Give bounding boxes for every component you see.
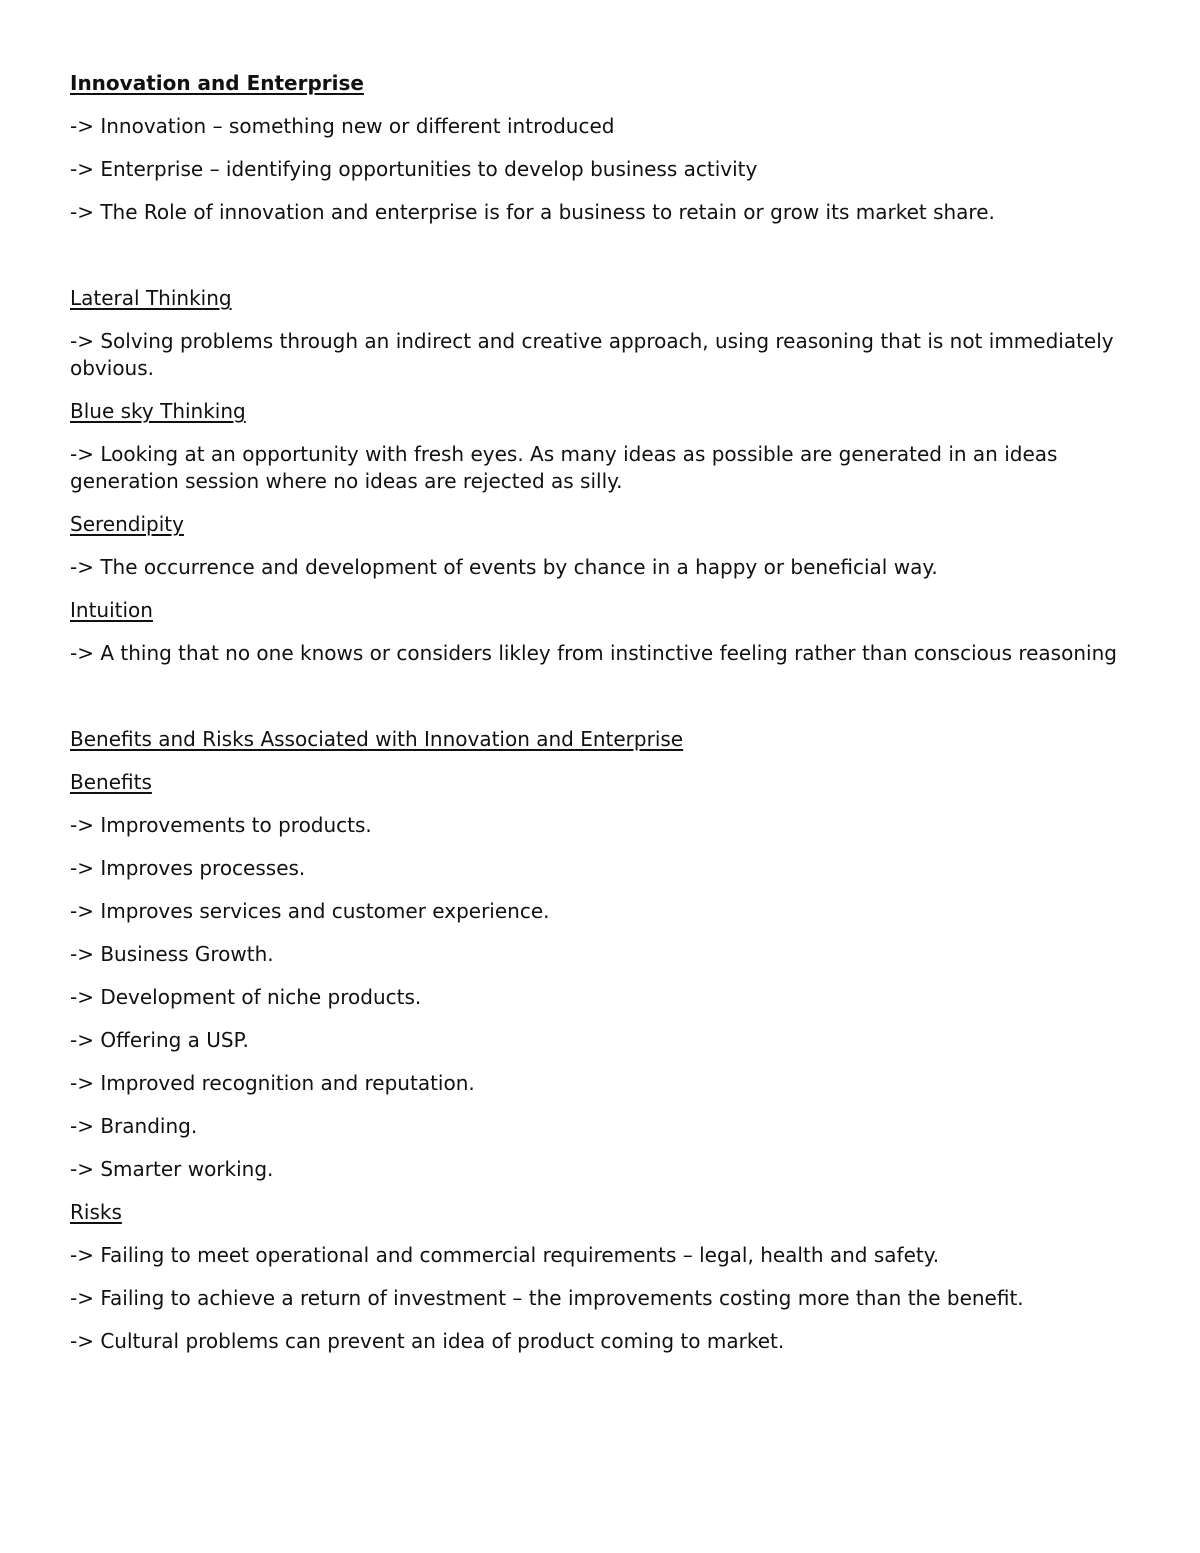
benefits-heading: Benefits (70, 770, 152, 794)
risk-item: -> Cultural problems can prevent an idea of product coming to market. (70, 1329, 785, 1353)
benefit-item: -> Business Growth. (70, 942, 274, 966)
benefit-item: -> Development of niche products. (70, 985, 422, 1009)
benefit-item: -> Smarter working. (70, 1157, 274, 1181)
benefit-item: -> Branding. (70, 1114, 198, 1138)
lateral-thinking-text: -> Solving problems through an indirect and creative approach, using reasoning that is not immediately obvious. (70, 329, 1114, 380)
risk-item: -> Failing to achieve a return of investment – the improvements costing more than the benefit. (70, 1286, 1024, 1310)
section-gap (70, 242, 1130, 285)
blue-sky-thinking-text: -> Looking at an opportunity with fresh eyes. As many ideas as possible are generated in an ideas generation session where no ideas are rejected as silly. (70, 442, 1058, 493)
blue-sky-thinking-heading: Blue sky Thinking (70, 399, 246, 423)
intro-item-enterprise: -> Enterprise – identifying opportunities to develop business activity (70, 157, 758, 181)
intro-item-role: -> The Role of innovation and enterprise is for a business to retain or grow its market share. (70, 200, 995, 224)
benefit-item: -> Offering a USP. (70, 1028, 249, 1052)
document-page (70, 70, 1130, 1371)
section-gap (70, 683, 1130, 726)
serendipity-text: -> The occurrence and development of events by chance in a happy or beneficial way. (70, 555, 938, 579)
benefit-item: -> Improved recognition and reputation. (70, 1071, 475, 1095)
benefit-item: -> Improvements to products. (70, 813, 372, 837)
risks-heading: Risks (70, 1200, 122, 1224)
risk-item: -> Failing to meet operational and commercial requirements – legal, health and safety. (70, 1243, 940, 1267)
benefits-risks-heading: Benefits and Risks Associated with Innovation and Enterprise (70, 727, 684, 751)
benefit-item: -> Improves processes. (70, 856, 306, 880)
intro-item-innovation: -> Innovation – something new or different introduced (70, 114, 615, 138)
intuition-heading: Intuition (70, 598, 153, 622)
intuition-text: -> A thing that no one knows or considers likley from instinctive feeling rather than conscious reasoning (70, 641, 1117, 665)
benefit-item: -> Improves services and customer experience. (70, 899, 550, 923)
serendipity-heading: Serendipity (70, 512, 184, 536)
lateral-thinking-heading: Lateral Thinking (70, 286, 232, 310)
document-title: Innovation and Enterprise (70, 71, 364, 95)
